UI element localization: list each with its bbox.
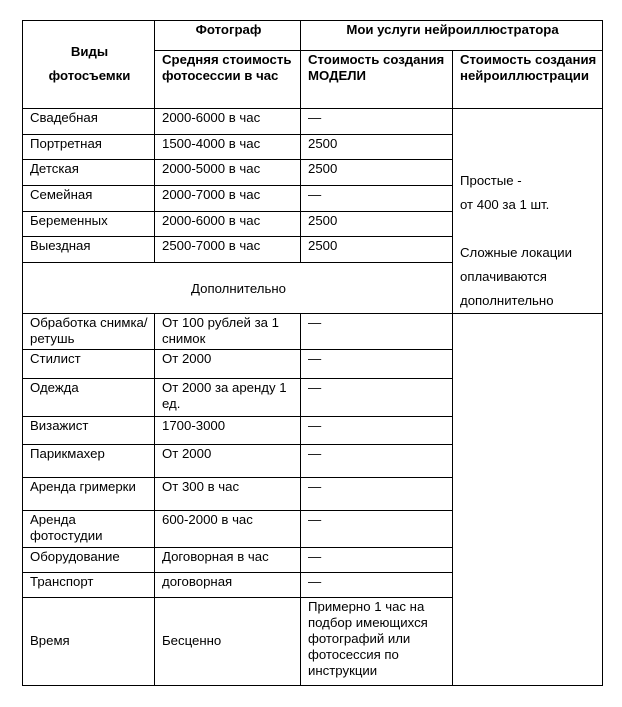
cell-kind: Аренда фотостудии — [23, 511, 155, 548]
cell-photo: От 2000 — [155, 445, 301, 478]
cell-model: — — [301, 379, 453, 417]
header-illustrator-services: Мои услуги нейроиллюстратора — [301, 21, 603, 51]
table-row — [23, 314, 603, 350]
cell-model: — — [301, 548, 453, 573]
cell-kind: Детская — [23, 160, 155, 186]
note-complex-3: дополнительно — [460, 293, 554, 308]
additional-label: Дополнительно — [23, 262, 453, 313]
cell-photo: 2500-7000 в час — [155, 237, 301, 263]
header-kinds-label: Виды фотосъемки — [48, 44, 131, 83]
cell-model: — — [301, 185, 453, 211]
cell-model: 2500 — [301, 211, 453, 237]
cell-kind: Парикмахер — [23, 445, 155, 478]
cell-kind: Семейная — [23, 185, 155, 211]
cell-kind: Выездная — [23, 237, 155, 263]
cell-photo: 1700-3000 — [155, 417, 301, 445]
cell-photo: От 100 рублей за 1 снимок — [155, 314, 301, 350]
cell-model: — — [301, 350, 453, 379]
cell-photo: От 2000 — [155, 350, 301, 379]
cell-model: — — [301, 478, 453, 511]
cell-kind: Оборудование — [23, 548, 155, 573]
illustration-note — [453, 109, 603, 314]
illustration-extra-empty — [453, 314, 603, 686]
table-row — [23, 109, 603, 135]
cell-model: — — [301, 314, 453, 350]
cell-kind: Транспорт — [23, 573, 155, 598]
header-avg-cost: Средняя стоимость фотосессии в час — [155, 51, 301, 109]
cell-model: — — [301, 573, 453, 598]
cell-kind: Портретная — [23, 134, 155, 160]
note-complex-2: оплачиваются — [460, 269, 547, 284]
cell-kind: Свадебная — [23, 109, 155, 135]
cell-photo: 1500-4000 в час — [155, 134, 301, 160]
cell-photo: договорная — [155, 573, 301, 598]
cell-kind: Визажист — [23, 417, 155, 445]
cell-photo: От 2000 за аренду 1 ед. — [155, 379, 301, 417]
cell-photo: 2000-7000 в час — [155, 185, 301, 211]
cell-model: — — [301, 511, 453, 548]
cell-photo: 600-2000 в час — [155, 511, 301, 548]
header-kinds — [23, 21, 155, 109]
cell-photo: Договорная в час — [155, 548, 301, 573]
cell-kind: Беременных — [23, 211, 155, 237]
header-illustration-cost: Стоимость создания нейроиллюстрации — [453, 51, 603, 109]
pricing-table — [22, 20, 603, 686]
note-simple: Простые - — [460, 173, 522, 188]
cell-kind: Время — [23, 598, 155, 686]
cell-photo: Бесценно — [155, 598, 301, 686]
cell-model: Примерно 1 час на подбор имеющихся фотографий или фотосессия по инструкции — [301, 598, 453, 686]
cell-model: 2500 — [301, 134, 453, 160]
header-photographer: Фотограф — [155, 21, 301, 51]
cell-kind: Одежда — [23, 379, 155, 417]
cell-model: 2500 — [301, 237, 453, 263]
cell-model: 2500 — [301, 160, 453, 186]
cell-model: — — [301, 417, 453, 445]
cell-kind: Стилист — [23, 350, 155, 379]
note-complex-1: Сложные локации — [460, 245, 572, 260]
header-model-cost: Стоимость создания МОДЕЛИ — [301, 51, 453, 109]
cell-model: — — [301, 445, 453, 478]
cell-photo: 2000-5000 в час — [155, 160, 301, 186]
note-price: от 400 за 1 шт. — [460, 197, 550, 212]
cell-photo: От 300 в час — [155, 478, 301, 511]
cell-photo: 2000-6000 в час — [155, 211, 301, 237]
cell-model: — — [301, 109, 453, 135]
cell-kind: Обработка снимка/ретушь — [23, 314, 155, 350]
cell-photo: 2000-6000 в час — [155, 109, 301, 135]
cell-kind: Аренда гримерки — [23, 478, 155, 511]
